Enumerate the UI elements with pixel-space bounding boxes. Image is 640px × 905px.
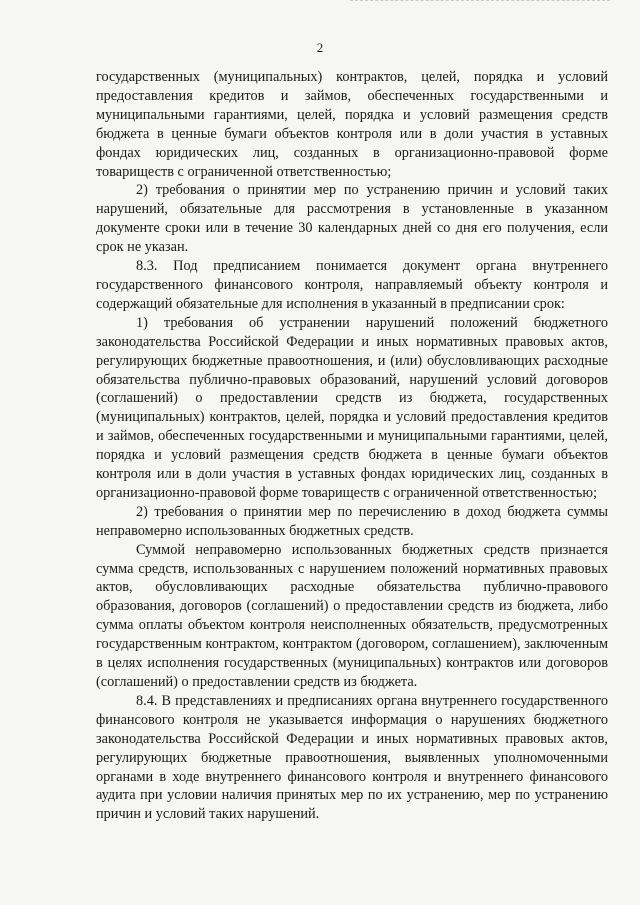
document-body	[96, 68, 608, 824]
scan-edge-line	[350, 0, 610, 4]
page-number: 2	[316, 40, 324, 55]
paragraph-item-1: 1) требования об устранении нарушений положений бюджетного законодательства Российской Федерации и иных нормативных правовых актов, регулирующих бюджетные правоотношения, и (или) обусловливающих расходные обязательства публично-правовых образований, нарушений условий договоров (соглашений) о предоставлении средств из бюджета, государственных (муниципальных) контрактов, целей, порядка и условий предоставления кредитов и займов, обеспеченных государственными и муниципальными гарантиями, целей, порядка и условий размещения средств бюджета в ценные бумаги объектов контроля или в доли участия в уставных фондах юридических лиц, созданных в организационно-правовой форме товариществ с ограниченной ответственностью;	[96, 314, 608, 501]
paragraph-8-4: 8.4. В представлениях и предписаниях органа внутреннего государственного финансового контроля не указывается информация о нарушениях бюджетного законодательства Российской Федерации и иных нормативных правовых актов, регулирующих бюджетные правоотношения, выявленных уполномоченными органами в ходе внутреннего финансового контроля и внутреннего финансового аудита при условии наличия принятых мер по их устранению, мер по устранению причин и условий таких нарушений.	[96, 692, 608, 823]
paragraph-8-3: 8.3. Под предписанием понимается документ органа внутреннего государственного финансового контроля, направляемый объекту контроля и содержащий обязательные для исполнения в указанный в предписании срок:	[96, 258, 608, 312]
paragraph-item-2b: 2) требования о принятии мер по перечислению в доход бюджета суммы неправомерно использованных бюджетных средств.	[96, 503, 608, 539]
paragraph-continuation: государственных (муниципальных) контрактов, целей, порядка и условий предоставления кредитов и займов, обеспеченных государственными и муниципальными гарантиями, целей, порядка и условий размещения средств бюджета в ценные бумаги объектов контроля или в доли участия в уставных фондах юридических лиц, созданных в организационно-правовой форме товариществ с ограниченной ответственностью;	[96, 69, 608, 180]
paragraph-definition: Суммой неправомерно использованных бюджетных средств признается сумма средств, использованных с нарушением положений нормативных правовых актов, обусловливающих расходные обязательства публично-правового образования, договоров (соглашений) о предоставлении средств из бюджета, либо сумма оплаты объектом контроля неисполненных обязательств, предусмотренных государственным контрактом, контрактом (договором, соглашением), заключенным в целях исполнения государственных (муниципальных) контрактов или договоров (соглашений) о предоставлении средств из бюджета.	[96, 541, 608, 690]
paragraph-item-2: 2) требования о принятии мер по устранению причин и условий таких нарушений, обязательные для рассмотрения в установленные в указанном документе сроки или в течение 30 календарных дней со дня его получения, если срок не указан.	[96, 182, 608, 256]
